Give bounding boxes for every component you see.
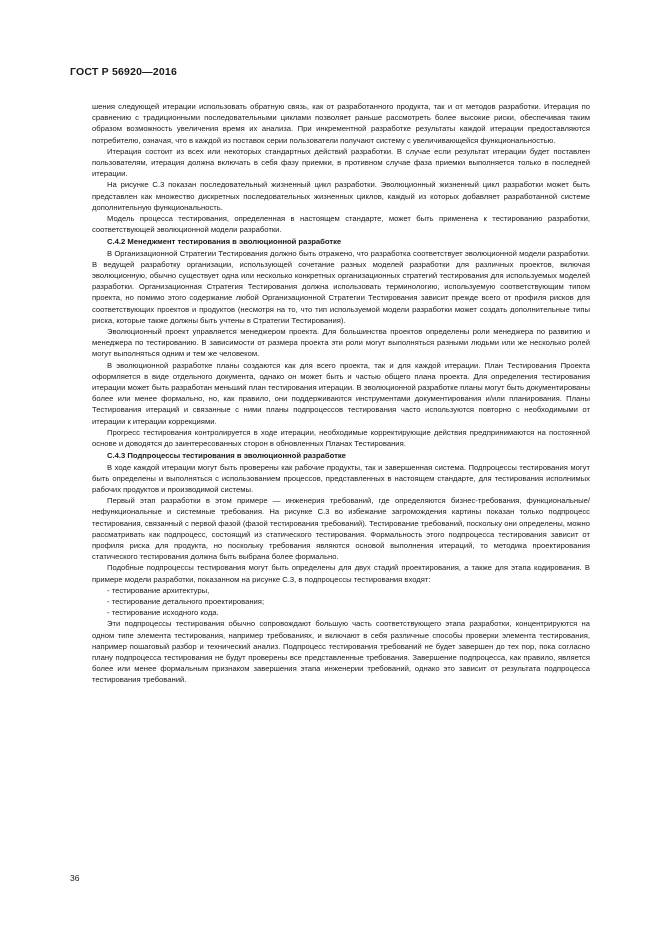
paragraph: Первый этап разработки в этом примере — инженерия требований, где определяются бизнес-требования, функциональные/нефункциональные и системные требования. На рисунке С.3 во избежание загромождения картины показан только подпроцесс тестирования, связанный с первой фазой (фазой тестирования требований). Тестирование требований, поскольку они определены, можно рассматривать как подпроцесс, состоящий из статического тестирования. Формальность этого подпроцесса тестирования зависит от профиля риска для продукта, но поскольку требования являются основой выполнения итераций, то методика проектирования статического тестирования должна быть выбрана более формально.	[92, 496, 590, 562]
page-number: 36	[70, 873, 80, 883]
paragraph: Эволюционный проект управляется менеджером проекта. Для большинства проектов определены роли менеджера по развитию и менеджера по тестированию. В зависимости от размера проекта эти роли могут выполняться разными людьми или же несколько ролей могут выполняться одним и тем же человеком.	[92, 327, 590, 359]
paragraph: Итерация состоит из всех или некоторых стандартных действий разработки. В случае если результат итерации будет поставлен пользователям, итерация должна включать в себя фазу приемки, в противном случае фаза приемки выполняется только в последней итерации.	[92, 146, 590, 179]
paragraph: Модель процесса тестирования, определенная в настоящем стандарте, может быть применена к тестированию разработки, соответствующей эволюционной модели разработки.	[92, 214, 590, 235]
bullet-list	[92, 585, 590, 619]
list-item: - тестирование детального проектирования;	[107, 596, 265, 606]
paragraph: В эволюционной разработке планы создаются как для всего проекта, так и для каждой итерации. План Тестирования Проекта оформляется в виде отдельного документа, однако он может быть и частью общего плана проекта. Для определения тестирования итерации может быть разработан меньший план тестирования итерации. В эволюционной разработке планы могут быть документированы более или менее формально, но, как правило, они поддерживаются инструментами документирования и/или планирования. Планы Тестирования итераций и связанные с ними планы подпроцессов тестирования часто используются повторно с необходимыми от итерации к итерации коррекциями.	[92, 360, 590, 426]
subsection-heading: С.4.2 Менеджмент тестирования в эволюционной разработке	[107, 237, 342, 247]
subsection-heading: С.4.3 Подпроцессы тестирования в эволюционной разработке	[107, 451, 346, 461]
paragraph: В ходе каждой итерации могут быть проверены как рабочие продукты, так и завершенная система. Подпроцессы тестирования могут быть определены и выполняться с использованием процессов, представленных в настоящем стандарте, для тестирования исполнимых рабочих продуктов и производимой системы.	[92, 462, 590, 494]
paragraph: шения следующей итерации использовать обратную связь, как от разработанного продукта, так и от методов разработки. Итерация по сравнению с традиционными последовательными циклами позволяет раньше рассмотреть более высокие риски, обеспечивая таким образом возможность увеличения время их анализа. При инкрементной разработке результаты каждой итерации предоставляются потребителю, означая, что в каждой из поставок серии пользователи получают систему с увеличивающейся функциональностью.	[92, 102, 590, 145]
paragraph: Прогресс тестирования контролируется в ходе итерации, необходимые корректирующие действия предпринимаются на постоянной основе и доводятся до заинтересованных сторон в обновленных Планах Тестирования.	[92, 427, 590, 449]
list-item: - тестирование архитектуры,	[107, 585, 210, 595]
document-header: ГОСТ Р 56920—2016	[70, 66, 178, 78]
paragraph: В Организационной Стратегии Тестирования должно быть отражено, что разработка соответствует эволюционной модели разработки. В ведущей разработку организации, использующей сочетание разных моделей разработки для различных проектов, включая эволюционную, обычно существует одна или несколько конкретных организационных стратегий тестирования для используемых моделей разработки. Организационная Стратегия Тестирования должна использовать терминологию, используемую соответствующим типом проекта, но помимо этого содержание любой Организационной Стратегии Тестирования зависит прежде всего от профиля рисков для соответствующих проектов и продуктов (несмотря на то, что тип используемой модели разработки может создать дополнительные типы риска, которые также должны быть учтены в Стратегии Тестирования).	[92, 248, 590, 325]
document-body	[92, 101, 590, 686]
list-item: - тестирование исходного кода.	[107, 608, 219, 618]
paragraph: Эти подпроцессы тестирования обычно сопровождают большую часть соответствующего этапа разработки, концентрируются на одном типе элемента тестирования, например требованиях, и включают в себя различные способы проверки элемента тестирования, например пошаговый разбор и технический анализ. Подпроцесс тестирования требований не будет завершен до тех пор, пока согласно плану подпроцесса тестирования не будут проверены все представленные требования. Завершение подпроцесса, как правило, является более или менее формальным признаком завершения этапа инженерии требований, однако это зависит от результата подпроцесса тестирования требований.	[92, 619, 590, 685]
paragraph: На рисунке С.3 показан последовательный жизненный цикл разработки. Эволюционный жизненный цикл разработки может быть представлен как множество дискретных последовательных жизненных циклов, каждый из которых добавляет разработанной системе дополнительную функциональность.	[92, 180, 590, 212]
paragraph: Подобные подпроцессы тестирования могут быть определены для двух стадий проектирования, а также для этапа кодирования. В примере модели разработки, показанном на рисунке С.3, в подпроцессы тестирования входят:	[92, 563, 590, 584]
